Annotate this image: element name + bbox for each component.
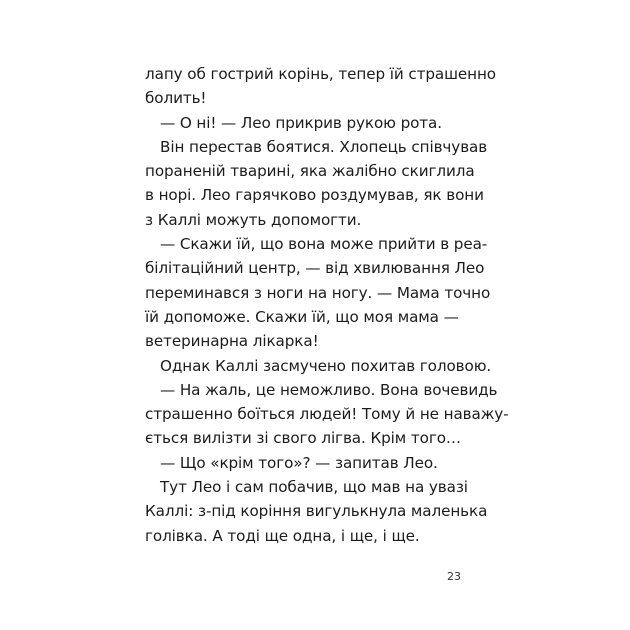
text-line: болить! — [145, 89, 207, 108]
text-line: ветеринарна лікарка! — [145, 332, 319, 351]
body-text — [145, 62, 509, 548]
text-line: Каллі: з-під коріння вигулькнула маленька — [145, 502, 488, 521]
text-line: — Скажи їй, що вона може прийти в реа- — [160, 235, 488, 254]
text-line: — Що «крім того»? — запитав Лео. — [160, 453, 438, 472]
text-line: — О ні! — Лео прикрив рукою рота. — [160, 113, 442, 132]
text-line: білітаційний центр, — від хвилювання Лео — [145, 259, 485, 278]
text-line: Тут Лео і сам побачив, що мав на увазі — [160, 478, 468, 497]
text-line: — На жаль, це неможливо. Вона вочевидь — [160, 380, 498, 399]
text-line: їй допоможе. Скажи їй, що моя мама — — [145, 307, 459, 326]
text-line: переминався з ноги на ногу. — Мама точно — [145, 283, 491, 302]
text-line: лапу об гострий корінь, тепер їй страшенно — [145, 65, 496, 83]
text-line: пораненій тварині, яка жалібно скиглила — [145, 162, 475, 181]
page-number: 23 — [447, 570, 461, 583]
text-line: ється вилізти зі свого лігва. Крім того… — [145, 429, 461, 448]
text-line: в норі. Лео гарячково роздумував, як вони — [145, 186, 484, 205]
text-line: з Каллі можуть допомогти. — [145, 210, 362, 229]
text-line: Однак Каллі засмучено похитав головою. — [160, 356, 492, 375]
text-line: голівка. А тоді ще одна, і ще, і ще. — [145, 526, 420, 545]
text-line: страшенно боїться людей! Тому й не наважу- — [145, 405, 509, 424]
text-line: Він перестав боятися. Хлопець співчував — [160, 137, 488, 156]
